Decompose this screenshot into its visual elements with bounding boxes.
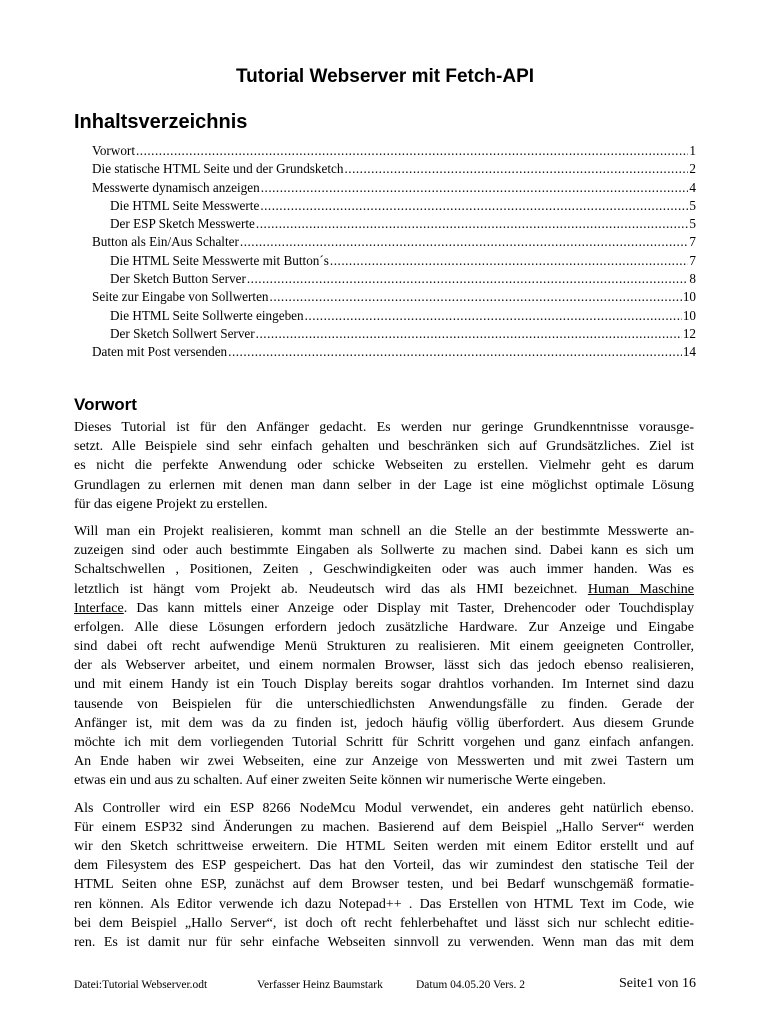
text-line: sind dabei oft recht aufwendige Menü Strukturen zu realisieren. Mit einem geeigneten Controller, [74,639,694,655]
toc-entry[interactable] [92,288,696,306]
toc-entry-page: 4 [689,179,696,195]
toc-entry[interactable] [92,270,696,288]
text-line: zuzeigen sind oder auch bestimmte Eingaben als Sollwerte zu machen sind. Dabei kann es sich um [74,543,694,559]
toc-entry[interactable] [92,343,696,361]
toc-entry-label: Der ESP Sketch Messwerte [110,216,255,232]
toc-leader-dots [330,252,688,270]
toc-entry-page: 14 [682,344,696,360]
hmi-link[interactable]: Human Maschine [587,581,694,597]
paragraph [74,522,694,791]
text-line: es nicht die perfekte Anwendung oder schicke Webseiten zu erstellen. Vielmehr geht es darum [74,458,694,474]
text-line: Als Controller wird ein ESP 8266 NodeMcu Modul verwendet, ein anderes geht natürlich ebenso. [74,800,694,816]
text-line: Will man ein Projekt realisieren, kommt man schnell an die Stelle an der bestimmte Messwerte an- [74,523,694,539]
text-line: für das eigene Projekt zu erstellen. [74,496,268,512]
text-line: tausende von Beispielen für die unterschiedlichsten Anwendungsfälle zu finden. Gerade der [74,696,694,712]
toc-entry[interactable] [92,307,696,325]
toc-entry-label: Die HTML Seite Sollwerte eingeben [110,307,304,323]
text-fragment: letztlich ist hängt vom Projekt ab. Neudeutsch wird das als HMI bezeichnet. [74,581,578,597]
toc-leader-dots [240,233,689,251]
toc-leader-dots [136,142,688,160]
text-line: An Ende haben wir zwei Webseiten, eine zur Anzeige von Messwerten und mit zwei Tastern um [74,754,694,770]
toc-entry-label: Daten mit Post versenden [92,344,228,360]
text-line: Für einem ESP32 sind Änderungen zu machen. Basierend auf dem Beispiel „Hallo Server“ werden [74,819,694,835]
text-line [74,599,694,618]
toc-entry-page: 5 [689,216,696,232]
toc-entry[interactable] [92,233,696,251]
toc-leader-dots [256,325,682,343]
hmi-link-continued[interactable]: Interface [74,600,124,616]
body-text [74,418,694,960]
text-line: der als Webserver arbeitet, und einem normalen Browser, lässt sich das jedoch ebenso realisieren, [74,658,694,674]
toc-entry[interactable] [92,142,696,160]
toc-entry-label: Seite zur Eingabe von Sollwerten [92,289,269,305]
text-line: Anfänger ist, mit dem was da zu finden ist, jedoch häufig völlig überfordert. Aus diesem Grunde [74,715,694,731]
footer-filename: Datei:Tutorial Webserver.odt [74,979,208,991]
toc-entry-page: 1 [689,143,696,158]
text-line: HTML Seiten ohne ESP, zunächst auf dem Browser testen, und bei Bedarf wunschgemäß formatie- [74,877,694,893]
toc-leader-dots [305,307,682,325]
page-title: Tutorial Webserver mit Fetch-API [235,66,535,87]
toc-entry[interactable] [92,160,696,178]
footer-date: Datum 04.05.20 Vers. 2 [416,979,526,991]
toc-leader-dots [344,160,688,178]
toc-entry-page: 5 [689,197,696,213]
toc-entry-label: Der Sketch Button Server [110,271,246,287]
toc-entry-label: Die HTML Seite Messwerte [110,197,260,213]
text-line: ren. Es ist damit nur für sehr einfache Webseiten sinnvoll zu verwenden. Wenn man das mit dem [74,934,694,950]
toc-entry-label: Der Sketch Sollwert Server [110,325,255,341]
toc-leader-dots [270,288,682,306]
toc-entry-page: 8 [689,271,696,287]
toc-entry-page: 2 [689,161,696,177]
toc-entry[interactable] [92,325,696,343]
text-line: bei dem Beispiel „Hallo Server“, ist doch oft recht fehlerbehaftet und lässt sich nur schlecht editie- [74,915,694,931]
toc-entry-label: Button als Ein/Aus Schalter [92,234,239,250]
toc-leader-dots [261,179,689,197]
toc-entry[interactable] [92,252,696,270]
text-line: dem Filesystem des ESP gespeichert. Das hat den Vorteil, das wir zumindest den statische Teil der [74,858,694,874]
toc-entry-page: 10 [682,307,696,323]
text-line: Grundlagen zu erlernen mit denen man dann selber in der Lage ist eine möglichst optimale Lösung [74,477,694,493]
toc-entry[interactable] [92,179,696,197]
footer-page-number: Seite1 von 16 [619,976,696,991]
page-footer [74,976,696,994]
toc-entry-label: Die statische HTML Seite und der Grundsketch [92,161,344,177]
paragraph [74,418,694,514]
text-line: setzt. Alle Beispiele sind sehr einfach gehalten und beschränken sich auf Grundsätzliches. Ziel ist [74,439,694,455]
toc-heading: Inhaltsverzeichnis [74,111,248,133]
table-of-contents [92,142,696,362]
text-line: erfolgen. Alle diese Lösungen erfordern jedoch zusätzliche Hardware. Zur Anzeige und Eingabe [74,619,694,635]
toc-entry-label: Messwerte dynamisch anzeigen [92,179,260,195]
toc-leader-dots [256,215,688,233]
text-line: etwas ein und aus zu schalten. Auf einer zweiten Seite können wir numerische Werte eingeben. [74,773,606,789]
toc-entry[interactable] [92,197,696,215]
toc-leader-dots [247,270,689,288]
toc-leader-dots [260,197,688,215]
text-line: und mit einem Handy ist ein Touch Display bereits sogar drahtlos vorhanden. Im Internet sind dazu [74,677,694,693]
toc-entry-page: 7 [689,234,696,250]
text-line: ren können. Als Editor verwende ich dazu Notepad++ . Das Erstellen von HTML Text im Code, wie [74,896,694,912]
toc-entry-label: Die HTML Seite Messwerte mit Button´s [110,252,329,268]
text-line: möchte ich mit dem vorliegenden Tutorial Schritt für Schritt vorgehen und ganz einfach anfangen. [74,735,694,750]
toc-entry-label: Vorwort [92,143,135,158]
text-fragment: . Das kann mittels einer Anzeige oder Display mit Taster, Drehencoder oder Touchdisplay [123,600,694,616]
footer-author: Verfasser Heinz Baumstark [257,979,383,991]
paragraph [74,799,694,953]
text-line [74,580,694,599]
text-line: wir den Sketch schrittweise erweitern. Die HTML Seiten werden mit einem Editor erstellt und auf [74,838,694,854]
text-line: Dieses Tutorial ist für den Anfänger gedacht. Es werden nur geringe Grundkenntnisse vorausge- [74,420,694,435]
toc-entry-page: 12 [682,325,696,341]
section-heading-vorwort: Vorwort [74,395,137,414]
toc-leader-dots [228,343,682,361]
toc-entry-page: 10 [682,289,696,305]
toc-entry[interactable] [92,215,696,233]
toc-entry-page: 7 [689,252,696,268]
text-line: Schaltschwellen , Positionen, Zeiten , Geschwindigkeiten oder was auch immer handen. Was es [74,562,694,578]
